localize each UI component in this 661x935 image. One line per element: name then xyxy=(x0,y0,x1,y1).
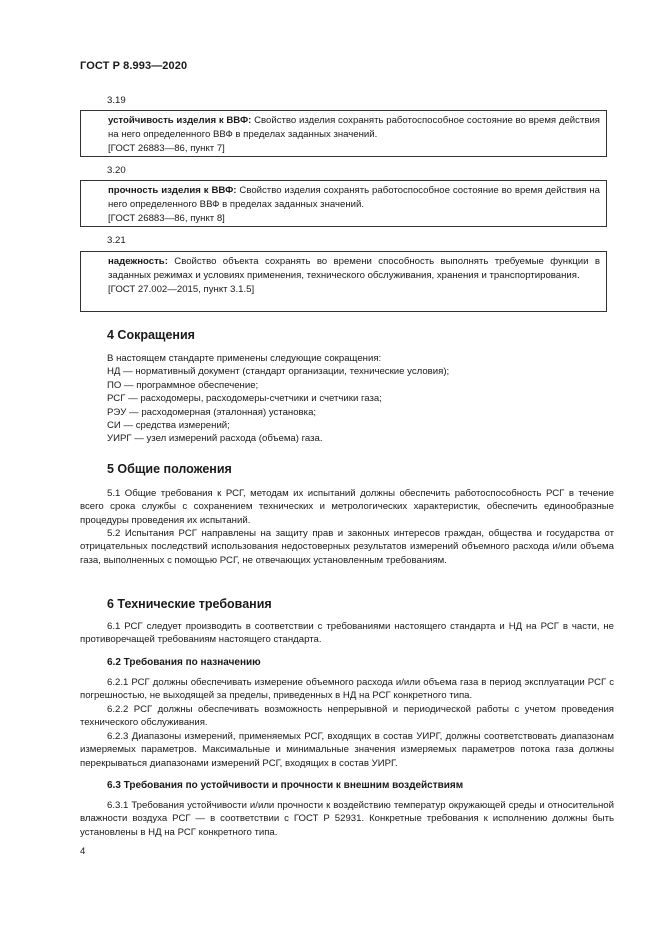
term-definition-box xyxy=(80,180,607,227)
list-item: УИРГ — узел измерений расхода (объема) газа. xyxy=(107,433,323,445)
term-text: Свойство изделия сохранять работоспособное состояние во время действия на него определенного ВВФ в пределах заданных значений. xyxy=(108,115,601,140)
paragraph: 6.2.2 РСГ должны обеспечивать возможность непрерывной и периодической работы с учетом проведения технического обслуживания. xyxy=(80,704,614,729)
term-name: устойчивость изделия к ВВФ: xyxy=(108,115,252,126)
paragraph: 6.2.1 РСГ должны обеспечивать измерение объемного расхода и/или объема газа в период эксплуатации РСГ с погрешностью, не выходящей за пределы, приведенных в НД на РСГ конкретного типа. xyxy=(80,677,614,702)
term-number: 3.21 xyxy=(107,235,126,246)
term-definition-box xyxy=(80,251,607,312)
list-item: СИ — средства измерений; xyxy=(107,420,230,432)
section-heading: 6 Технические требования xyxy=(107,597,272,611)
page-number: 4 xyxy=(80,846,86,857)
list-intro: В настоящем стандарте применены следующие сокращения: xyxy=(107,353,382,364)
term-reference: [ГОСТ 26883—86, пункт 8] xyxy=(108,213,225,224)
term-reference: [ГОСТ 26883—86, пункт 7] xyxy=(108,143,225,154)
paragraph: 5.1 Общие требования к РСГ, методам их испытаний должны обеспечить работоспособность РСГ в течение всего срока службы с сохранением технических и метрологических характеристик, обеспечить единообразные процедуры проведения их испытаний. xyxy=(80,488,614,526)
term-text: Свойство изделия сохранять работоспособное состояние во время действия на него определенного ВВФ в пределах заданных значений. xyxy=(108,185,600,210)
section-heading: 4 Сокращения xyxy=(107,328,195,342)
term-text: Свойство объекта сохранять во времени способность выполнять требуемые функции в заданных режимах и условиях применения, технического обслуживания, хранения и транспортирования. xyxy=(108,256,600,281)
paragraph: 6.2.3 Диапазоны измерений, применяемых РСГ, входящих в состав УИРГ, должны соответствовать диапазонам измеряемых параметров. Максимальные и минимальные значения измеряемых параметров потока газа должны перекрываться диапазонами измерений РСГ, входящих в состав УИРГ. xyxy=(80,731,614,769)
term-name: надежность: xyxy=(108,256,168,267)
section-heading: 5 Общие положения xyxy=(107,462,232,476)
paragraph: 6.1 РСГ следует производить в соответствии с требованиями настоящего стандарта и НД на РСГ в части, не противоречащей требованиям настоящего стандарта. xyxy=(80,621,614,646)
list-item: ПО — программное обеспечение; xyxy=(107,379,259,391)
document-header: ГОСТ Р 8.993—2020 xyxy=(80,60,188,72)
subsection-heading: 6.3 Требования по устойчивости и прочности к внешним воздействиям xyxy=(107,780,464,791)
paragraph: 6.3.1 Требования устойчивости и/или прочности к воздействию температур окружающей среды и относительной влажности воздуха РСГ — в соответствии с ГОСТ Р 52931. Конкретные требования к исполнению должны быть установлены в НД на РСГ конкретного типа. xyxy=(80,800,614,838)
paragraph: 5.2 Испытания РСГ направлены на защиту прав и законных интересов граждан, общества и государства от отрицательных последствий использования недостоверных результатов измерений объемного расхода и/или объема газа, выполненных с помощью РСГ, не отвечающих установленным требованиям. xyxy=(80,528,614,566)
list-item: РСГ — расходомеры, расходомеры-счетчики и счетчики газа; xyxy=(107,393,382,405)
term-definition-box xyxy=(80,110,607,157)
term-name: прочность изделия к ВВФ: xyxy=(108,185,237,196)
list-item: НД — нормативный документ (стандарт организации, технические условия); xyxy=(107,366,450,378)
term-reference: [ГОСТ 27.002—2015, пункт 3.1.5] xyxy=(108,284,255,295)
abbreviation-list xyxy=(107,352,449,446)
subsection-heading: 6.2 Требования по назначению xyxy=(107,657,261,668)
term-number: 3.20 xyxy=(107,165,126,176)
list-item: РЭУ — расходомерная (эталонная) установка; xyxy=(107,406,317,418)
term-number: 3.19 xyxy=(107,95,126,106)
